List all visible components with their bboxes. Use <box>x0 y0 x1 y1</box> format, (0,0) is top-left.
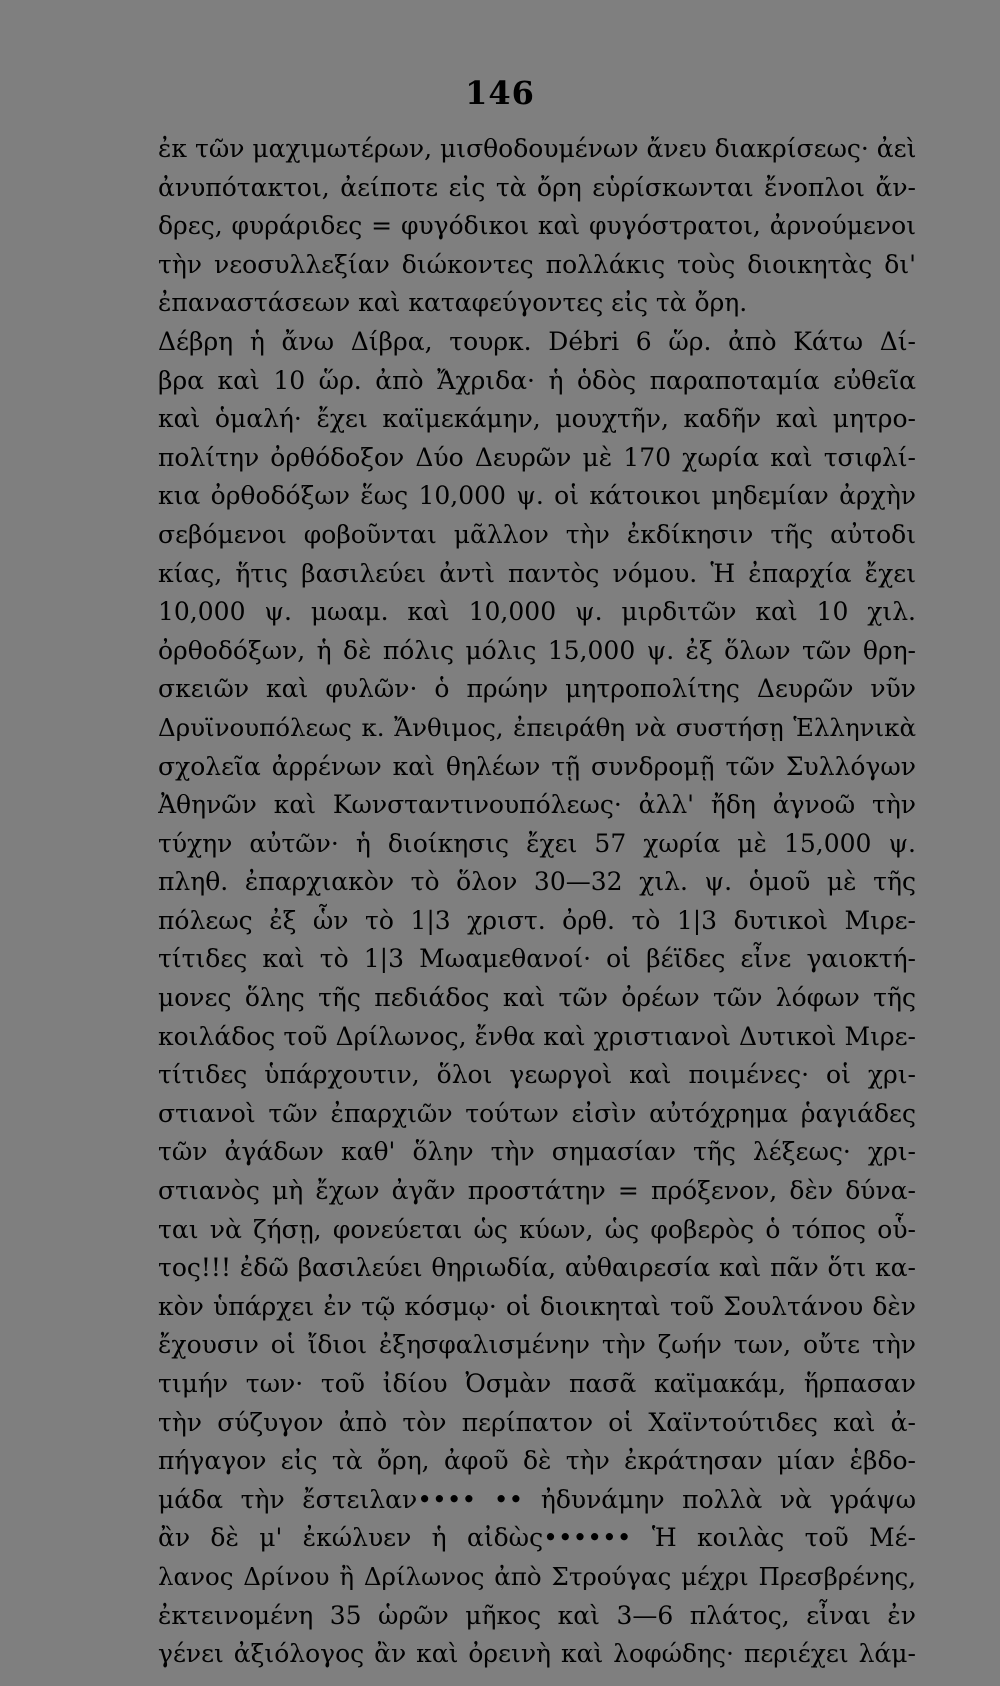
text-line: τος!!! ἐδῶ βασιλεύει θηριωδία, αὐθαιρεσία καὶ πᾶν ὅτι κα- <box>158 1253 916 1283</box>
text-line: βρα καὶ 10 ὥρ. ἀπὸ Ἄχριδα· ἡ ὁδὸς παραποταμία εὐθεῖα <box>158 365 916 395</box>
text-line: τὴν σύζυγον ἀπὸ τὸν περίπατον οἱ Χαϊντούτιδες καὶ ἀ- <box>158 1407 916 1437</box>
text-line: τύχην αὐτῶν· ἡ διοίκησις ἔχει 57 χωρία μὲ 15,000 ψ. <box>158 828 916 858</box>
text-line: ἐκ τῶν μαχιμωτέρων, μισθοδουμένων ἄνευ διακρίσεως· ἀεὶ <box>158 134 916 163</box>
text-line: κοιλάδος τοῦ Δρίλωνος, ἔνθα καὶ χριστιανοὶ Δυτικοὶ Μιρε- <box>158 1021 916 1051</box>
text-line: κὸν ὑπάρχει ἐν τῷ κόσμῳ· οἱ διοικηταὶ τοῦ Σουλτάνου δὲν <box>158 1291 916 1321</box>
text-line: τίτιδες καὶ τὸ 1|3 Μωαμεθανοί· οἱ βέϊδες εἶνε γαιοκτή- <box>158 944 916 974</box>
text-line: κια ὀρθοδόξων ἕως 10,000 ψ. οἱ κάτοικοι μηδεμίαν ἀρχὴν <box>158 481 916 511</box>
text-line: ἂν δὲ μ' ἐκώλυεν ἡ αἰδὼς•••••• Ἡ κοιλὰς τοῦ Μέ- <box>158 1523 916 1553</box>
text-line: σχολεῖα ἀρρένων καὶ θηλέων τῇ συνδρομῇ τῶν Συλλόγων <box>158 751 916 781</box>
text-line: σκειῶν καὶ φυλῶν· ὁ πρώην μητροπολίτης Δευρῶν νῦν <box>158 674 916 704</box>
text-line: Δρυϊνουπόλεως κ. Ἄνθιμος, ἐπειράθη νὰ συστήσῃ Ἑλληνικὰ <box>158 712 916 742</box>
text-line: ἐκτεινομένη 35 ὡρῶν μῆκος καὶ 3—6 πλάτος, εἶναι ἐν <box>158 1600 916 1630</box>
text-line: σεβόμενοι φοβοῦνται μᾶλλον τὴν ἐκδίκησιν τῆς αὐτοδι <box>158 519 916 549</box>
body-text <box>158 130 916 1674</box>
text-line: ἔχουσιν οἱ ἴδιοι ἐξησφαλισμένην τὴν ζωήν των, οὔτε τὴν <box>158 1330 916 1360</box>
text-line: τῶν ἀγάδων καθ' ὅλην τὴν σημασίαν τῆς λέξεως· χρι- <box>158 1137 916 1167</box>
margin-bleed-marks <box>100 130 156 593</box>
text-line: Ἀθηνῶν καὶ Κωνσταντινουπόλεως· ἀλλ' ἤδη ἀγνοῶ τὴν <box>158 790 916 820</box>
text-line: ὀρθοδόξων, ἡ δὲ πόλις μόλις 15,000 ψ. ἐξ ὅλων τῶν θρη- <box>158 635 916 665</box>
text-line: μονες ὅλης τῆς πεδιάδος καὶ τῶν ὀρέων τῶν λόφων τῆς <box>158 983 916 1013</box>
text-line: πολίτην ὀρθόδοξον Δύο Δευρῶν μὲ 170 χωρία καὶ τσιφλί- <box>158 442 916 472</box>
text-line: Δέβρη ἡ ἄνω Δίβρα, τουρκ. Débri 6 ὥρ. ἀπὸ Κάτω Δί- <box>158 326 916 356</box>
text-line: ἀνυπότακτοι, ἀείποτε εἰς τὰ ὄρη εὑρίσκωνται ἔνοπλοι ἄν- <box>158 172 916 202</box>
text-line: τίτιδες ὑπάρχουτιν, ὅλοι γεωργοὶ καὶ ποιμένες· οἱ χρι- <box>158 1060 916 1090</box>
page-number: 146 <box>465 74 535 112</box>
text-line: τιμήν των· τοῦ ἰδίου Ὀσμὰν πασᾶ καϊμακάμ, ἥρπασαν <box>158 1369 916 1398</box>
bottom-bleed-through <box>200 1622 900 1662</box>
text-line: λανος Δρίνου ἢ Δρίλωνος ἀπὸ Στρούγας μέχρι Πρεσβρένης, <box>158 1561 916 1591</box>
text-line: πόλεως ἐξ ὧν τὸ 1|3 χριστ. ὀρθ. τὸ 1|3 δυτικοὶ Μιρε- <box>158 905 916 935</box>
text-line: καὶ ὁμαλή· ἔχει καϊμεκάμην, μουχτῆν, καδῆν καὶ μητρο- <box>158 404 916 434</box>
text-line: γένει ἀξιόλογος ἂν καὶ ὀρεινὴ καὶ λοφώδης· περιέχει λάμ- <box>158 1639 916 1669</box>
text-line: 10,000 ψ. μωαμ. καὶ 10,000 ψ. μιρδιτῶν καὶ 10 χιλ. <box>158 597 916 627</box>
text-line: ἐπαναστάσεων καὶ καταφεύγοντες εἰς τὰ ὄρη. <box>158 288 748 318</box>
text-line: πληθ. ἐπαρχιακὸν τὸ ὅλον 30—32 χιλ. ψ. ὁμοῦ μὲ τῆς <box>158 867 916 897</box>
text-line: κίας, ἥτις βασιλεύει ἀντὶ παντὸς νόμου. Ἡ ἐπαρχία ἔχει <box>158 558 916 588</box>
text-line: ται νὰ ζήσῃ, φονεύεται ὡς κύων, ὡς φοβερὸς ὁ τόπος οὗ- <box>158 1214 916 1244</box>
text-line: μάδα τὴν ἔστειλαν•••• •• ἠδυνάμην πολλὰ νὰ γράψω <box>158 1484 916 1514</box>
text-line: πήγαγον εἰς τὰ ὄρη, ἀφοῦ δὲ τὴν ἐκράτησαν μίαν ἑβδο- <box>158 1446 916 1476</box>
text-line: τὴν νεοσυλλεξίαν διώκοντες πολλάκις τοὺς διοικητὰς δι' <box>158 249 916 279</box>
text-line: στιανὸς μὴ ἔχων ἀγᾶν προστάτην = πρόξενον, δὲν δύνα- <box>158 1176 916 1206</box>
text-line: δρες, φυράριδες = φυγόδικοι καὶ φυγόστρατοι, ἀρνούμενοι <box>158 211 916 241</box>
text-line: στιανοὶ τῶν ἐπαρχιῶν τούτων εἰσὶν αὐτόχρημα ῥαγιάδες <box>158 1098 916 1128</box>
